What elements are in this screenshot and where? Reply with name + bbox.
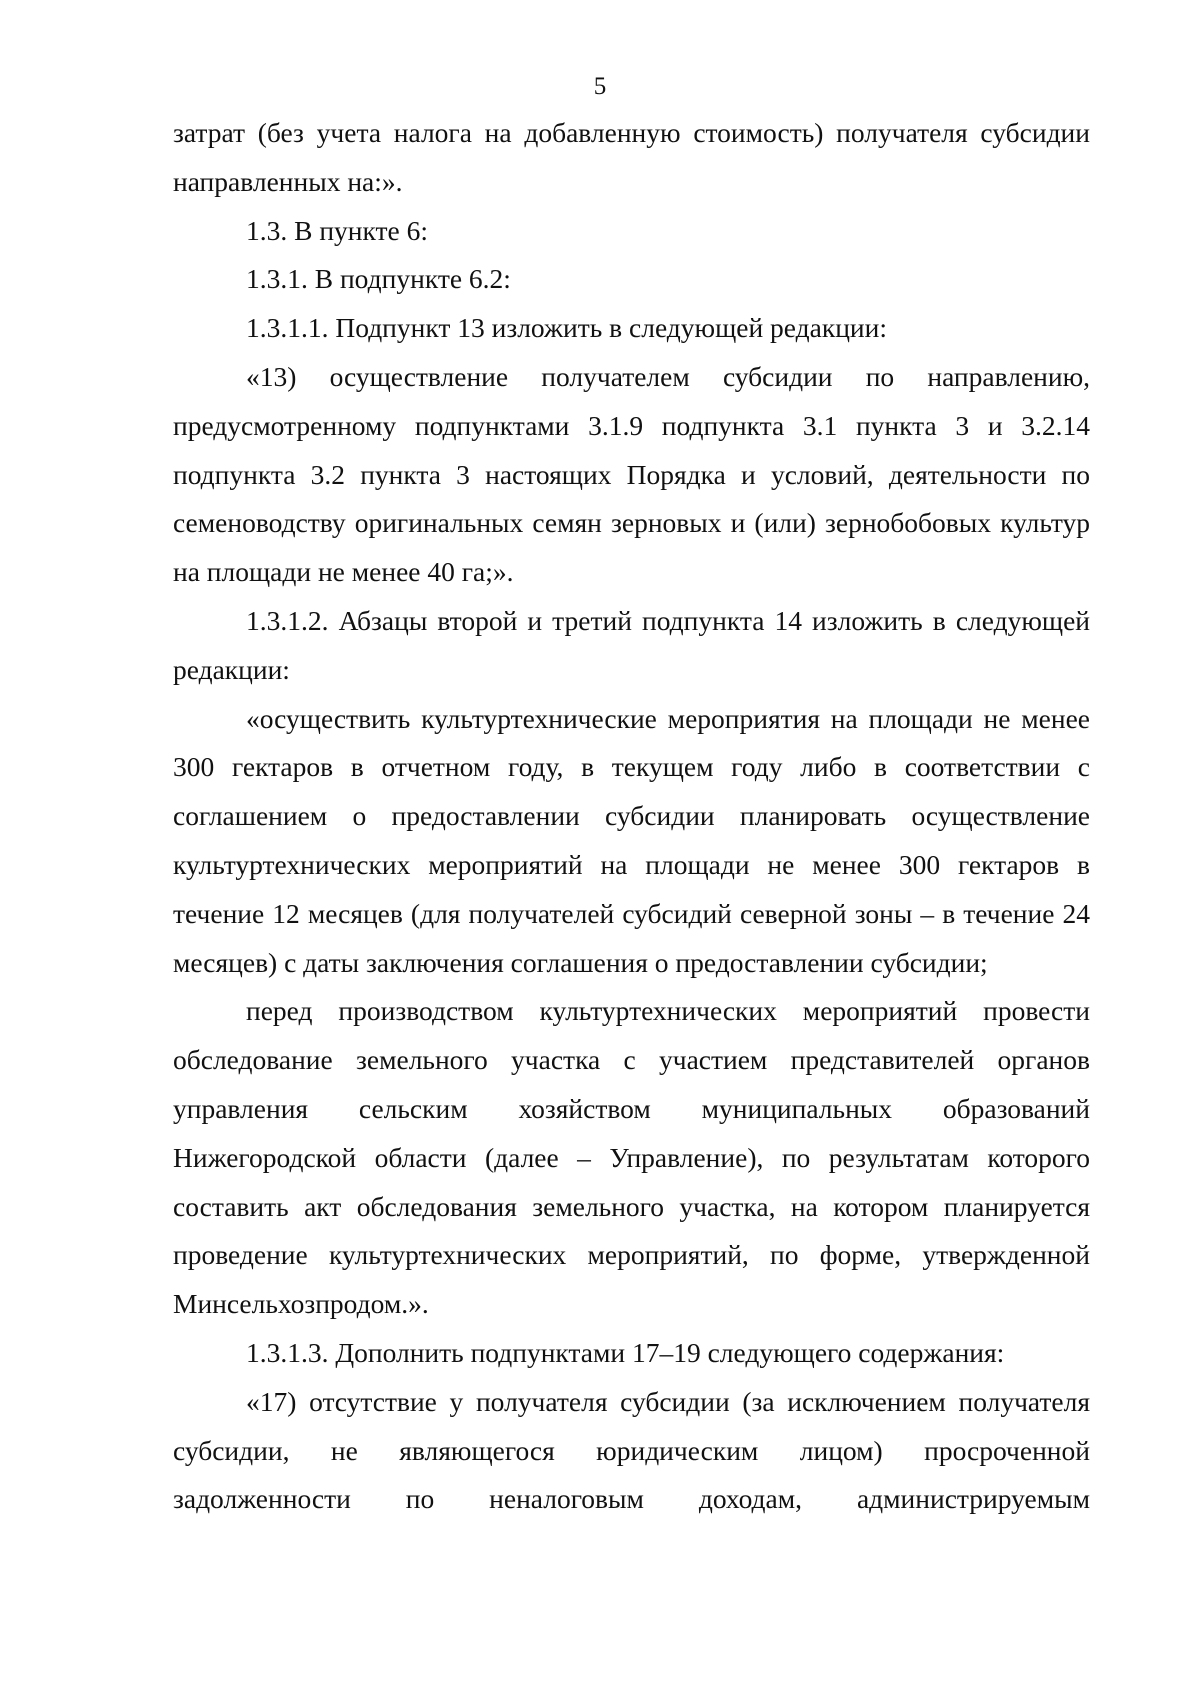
page-number: 5 <box>593 73 607 100</box>
paragraph: 1.3.1.1. Подпункт 13 изложить в следующей редакции: <box>246 312 887 344</box>
paragraph: «17) отсутствие у получателя субсидии (за исключением получателя субсидии, не являющегося юридическим лицом) просроченной задолженности по неналоговым доходам, администрируемым <box>173 1385 1090 1515</box>
paragraph: «13) осуществление получателем субсидии по направлению, предусмотренному подпунктами 3.1.9 подпункта 3.1 пункта 3 и 3.2.14 подпункта 3.2 пункта 3 настоящих Порядка и условий, деятельности по семеноводству оригинальных семян зерновых и (или) зернобобовых культур на площади не менее 40 га;». <box>173 360 1090 588</box>
paragraph: 1.3.1. В подпункте 6.2: <box>246 263 511 295</box>
paragraph: «осуществить культуртехнические мероприятия на площади не менее 300 гектаров в отчетном году, в текущем году либо в соответствии с соглашением о предоставлении субсидии планировать осуществление культуртехнических мероприятий на площади не менее 300 гектаров в течение 12 месяцев (для получателей субсидий северной зоны – в течение 24 месяцев) с даты заключения соглашения о предоставлении субсидии; <box>173 702 1090 978</box>
document-body <box>173 109 1090 1524</box>
paragraph: 1.3.1.3. Дополнить подпунктами 17–19 следующего содержания: <box>246 1336 1005 1368</box>
paragraph: затрат (без учета налога на добавленную стоимость) получателя субсидии направленных на:». <box>173 117 1090 197</box>
paragraph: 1.3. В пункте 6: <box>246 214 429 246</box>
paragraph: перед производством культуртехнических мероприятий провести обследование земельного участка с участием представителей органов управления сельским хозяйством муниципальных образований Нижегородской области (далее – Управление), по результатам которого составить акт обследования земельного участка, на котором планируется проведение культуртехнических мероприятий, по форме, утвержденной Минсельхозпродом.». <box>173 995 1090 1320</box>
paragraph: 1.3.1.2. Абзацы второй и третий подпункта 14 изложить в следующей редакции: <box>173 604 1090 685</box>
